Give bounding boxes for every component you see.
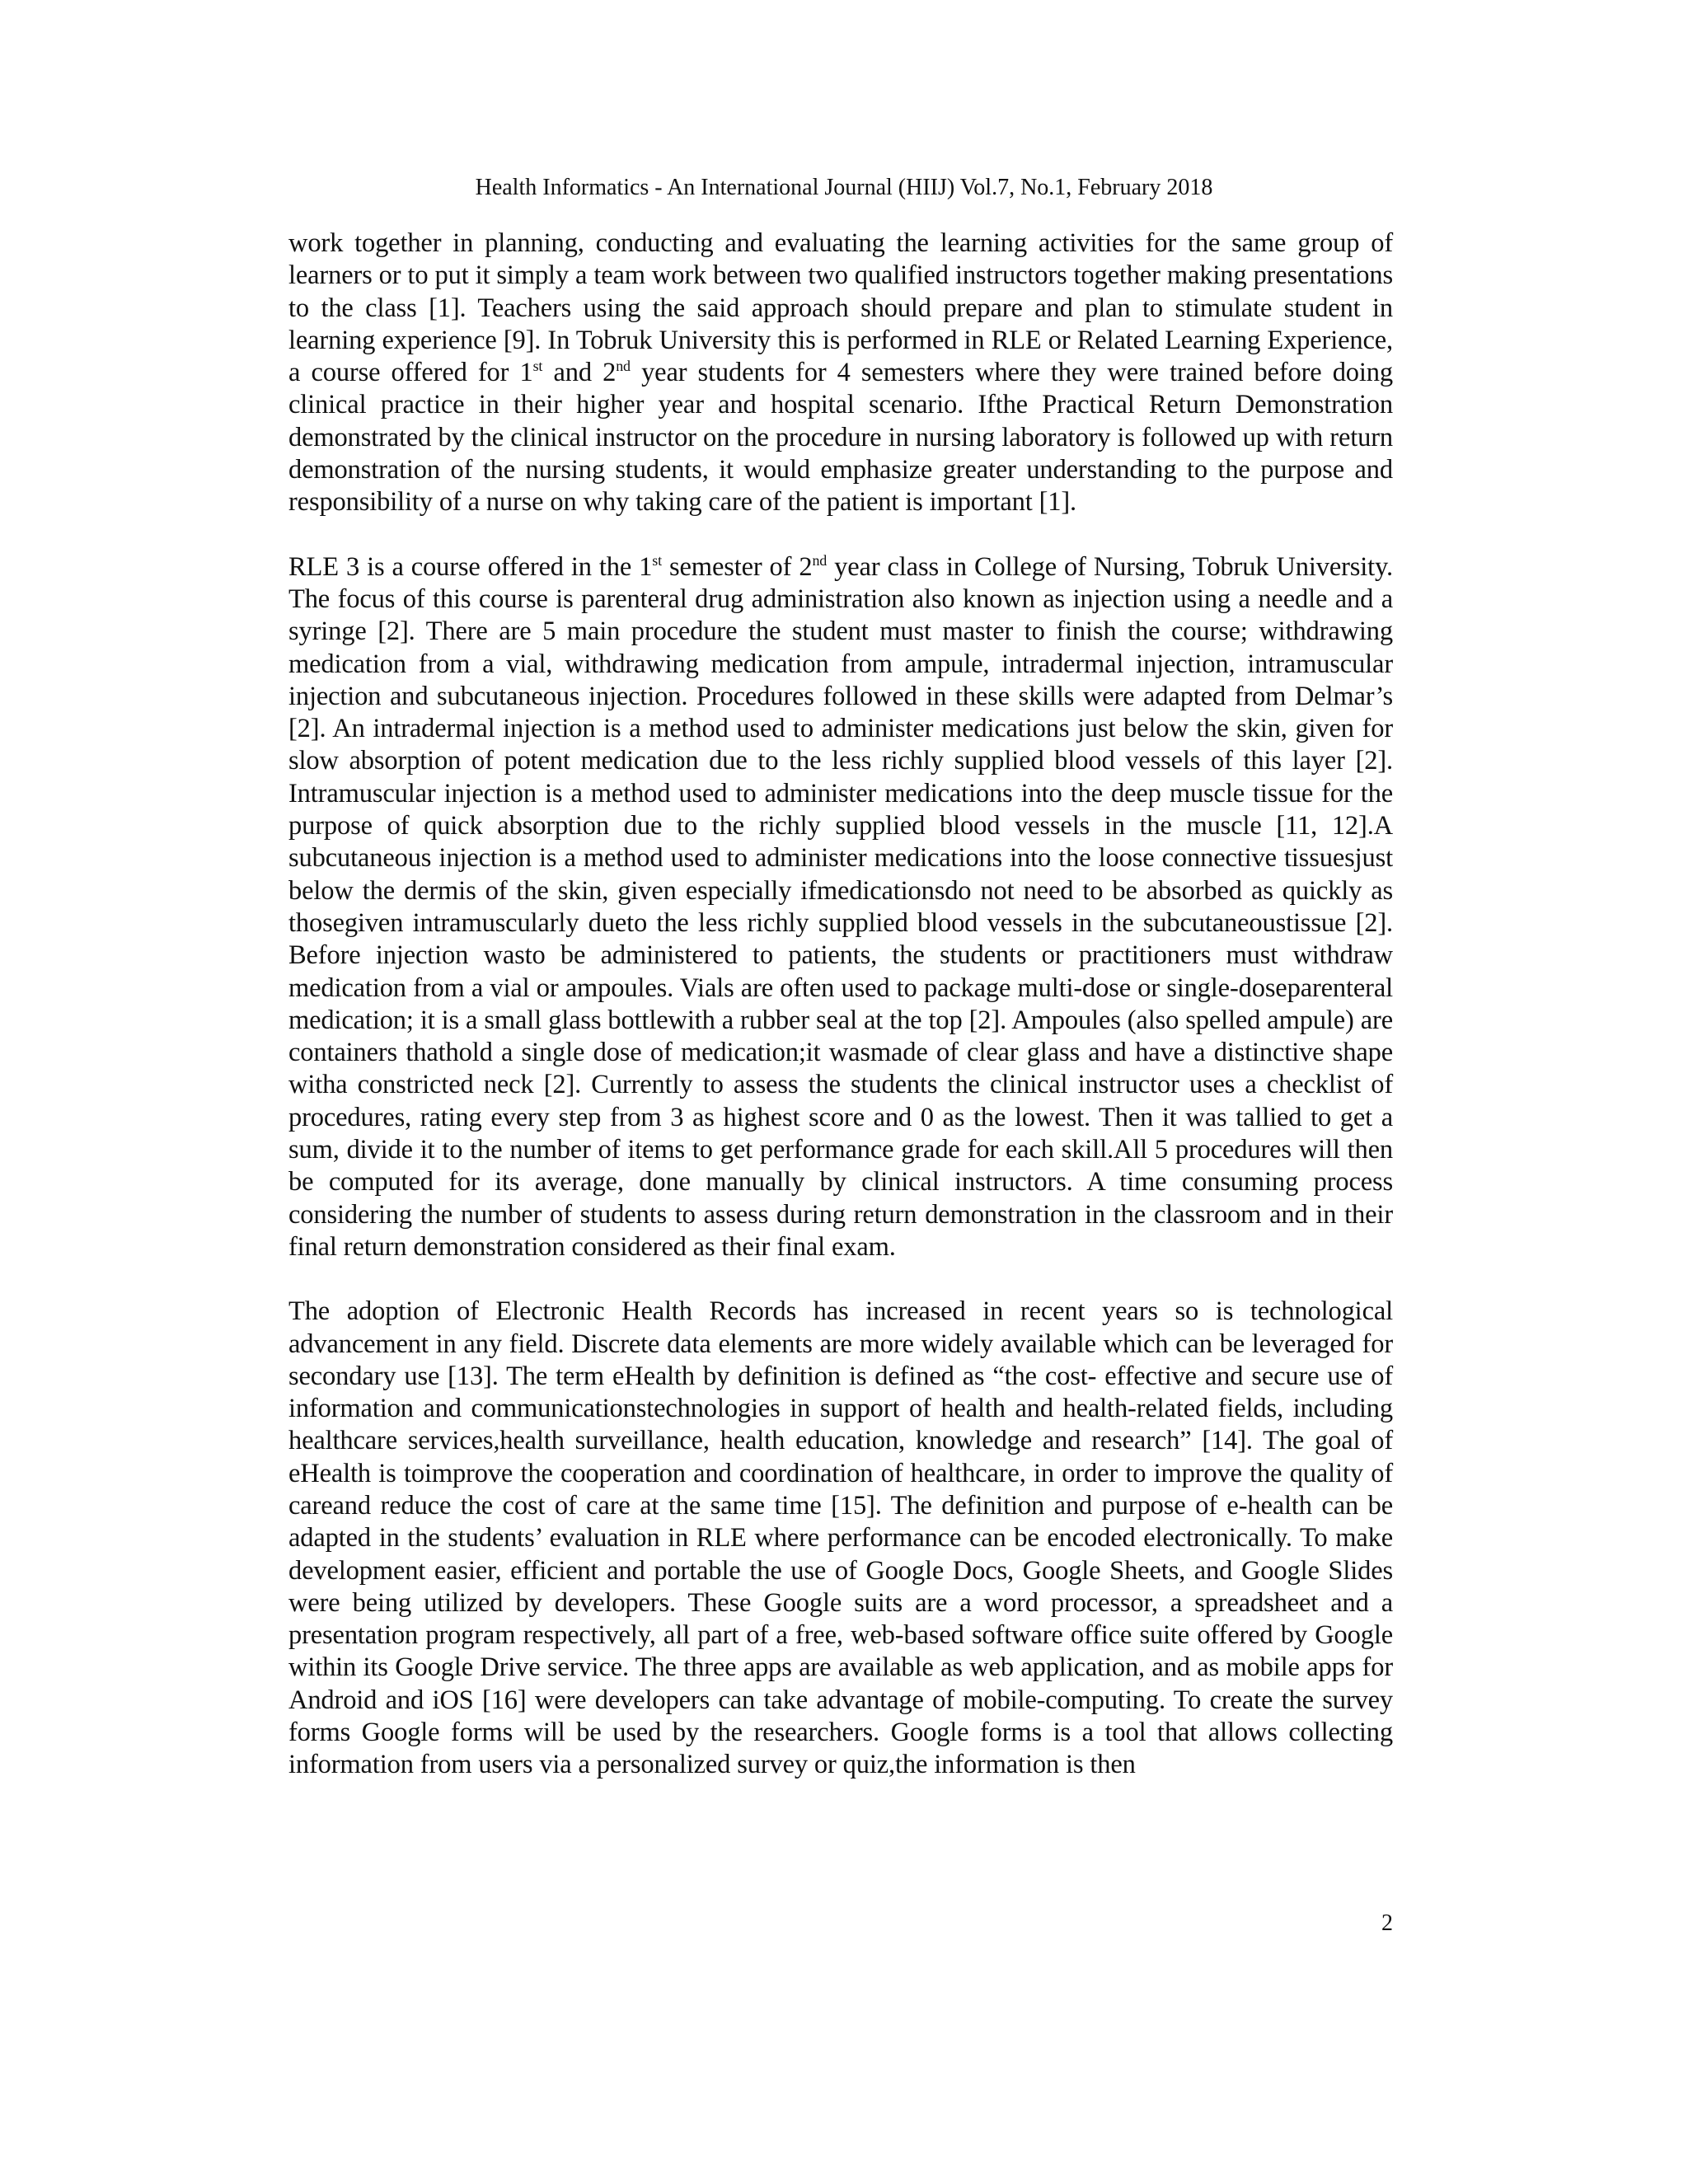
text-run: semester of 2	[662, 551, 813, 582]
paragraph-rle3-course	[288, 551, 1393, 1264]
text-run: RLE 3 is a course offered in the 1	[288, 551, 653, 582]
paragraph-team-teaching	[288, 227, 1393, 519]
text-run: year class in College of Nursing, Tobruk University. The focus of this course is parenteral drug administration also known as injection using a needle and a syringe [2]. There are 5 main procedure the student must master to finish the course; withdrawing medication from a vial, withdrawing medication from ampule, intradermal injection, intramuscular injection and subcutaneous injection. Procedures followed in these skills were adapted from Delmar’s [2]. An intradermal injection is a method used to administer medications just below the skin, given for slow absorption of potent medication due to the less richly supplied blood vessels of this layer [2]. Intramuscular injection is a method used to administer medications into the deep muscle tissue for the purpose of quick absorption due to the richly supplied blood vessels in the muscle [11, 12].A subcutaneous injection is a method used to administer medications into the loose connective tissuesjust below the dermis of the skin, given especially ifmedicationsdo not need to be absorbed as quickly as thosegiven intramuscularly dueto the less richly supplied blood vessels in the subcutaneoustissue [2]. Before injection wasto be administered to patients, the students or practitioners must withdraw medication from a vial or ampoules. Vials are often used to package multi-dose or single-doseparenteral medication; it is a small glass bottlewith a rubber seal at the top [2]. Ampoules (also spelled ampule) are containers thathold a single dose of medication;it wasmade of clear glass and have a distinctive shape witha constricted neck [2]. Currently to assess the students the clinical instructor uses a checklist of procedures, rating every step from 3 as highest score and 0 as the lowest. Then it was tallied to get a sum, divide it to the number of items to get performance grade for each skill.All 5 procedures will then be computed for its average, done manually by clinical instructors. A time consuming process considering the number of students to assess during return demonstration in the classroom and in their final return demonstration considered as their final exam.	[288, 551, 1393, 1262]
text-run: year students for 4 semesters where they were trained before doing clinical practice in their higher year and hospital scenario. Ifthe Practical Return Demonstration demonstrated by the clinical instructor on the procedure in nursing laboratory is followed up with return demonstration of the nursing students, it would emphasize greater understanding to the purpose and responsibility of a nurse on why taking care of the patient is important [1].	[288, 358, 1393, 518]
running-header: Health Informatics - An International Journal (HIIJ) Vol.7, No.1, February 2018	[475, 175, 1213, 200]
body-text	[288, 227, 1393, 1782]
paragraph-ehealth	[288, 1296, 1393, 1781]
text-run: work together in planning, conducting and evaluating the learning activities for the same group of learners or to put it simply a team work between two qualified instructors together making presentations to the class [1]. Teachers using the said approach should prepare and plan to stimulate student in learning experience [9]. In Tobruk University this is performed in RLE or Related Learning Experience, a course offered for 1	[288, 228, 1393, 388]
ordinal-suffix: nd	[616, 358, 631, 375]
ordinal-suffix: nd	[812, 551, 828, 569]
ordinal-suffix: st	[532, 358, 543, 375]
ordinal-suffix: st	[652, 551, 663, 569]
page-number: 2	[1381, 1910, 1393, 1936]
text-run: and 2	[542, 358, 617, 388]
text-run: The adoption of Electronic Health Records has increased in recent years so is technological advancement in any field. Discrete data elements are more widely available which can be leveraged for secondary use [13]. The term eHealth by definition is defined as “the cost- effective and secure use of information and communicationstechnologies in support of health and health-related fields, including healthcare services,health surveillance, health education, knowledge and research” [14]. The goal of eHealth is toimprove the cooperation and coordination of healthcare, in order to improve the quality of careand reduce the cost of care at the same time [15]. The definition and purpose of e-health can be adapted in the students’ evaluation in RLE where performance can be encoded electronically. To make development easier, efficient and portable the use of Google Docs, Google Sheets, and Google Slides were being utilized by developers. These Google suits are a word processor, a spreadsheet and a presentation program respectively, all part of a free, web-based software office suite offered by Google within its Google Drive service. The three apps are available as web application, and as mobile apps for Android and iOS [16] were developers can take advantage of mobile-computing. To create the survey forms Google forms will be used by the researchers. Google forms is a tool that allows collecting information from users via a personalized survey or quiz,the information is then	[288, 1296, 1393, 1780]
